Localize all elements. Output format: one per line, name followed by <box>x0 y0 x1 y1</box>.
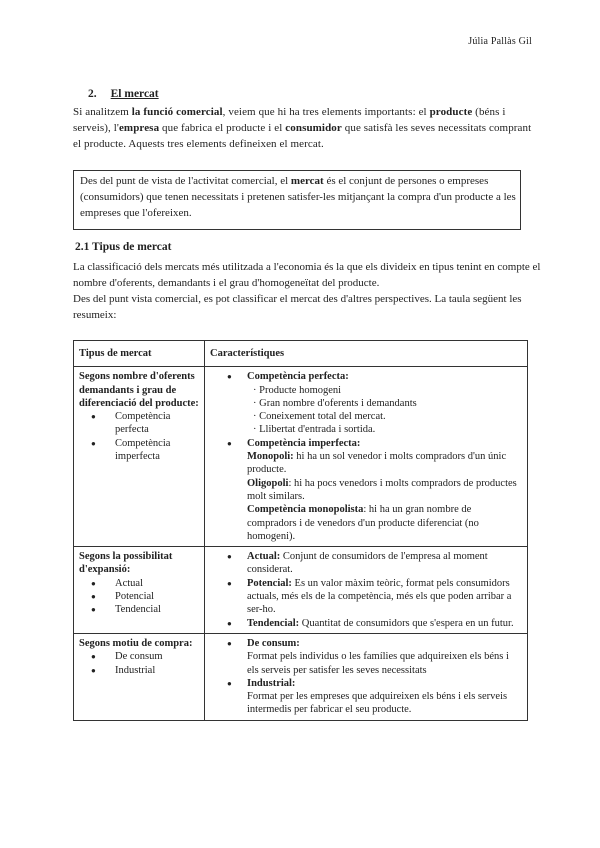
subsection-paragraph-2: Des del punt vista comercial, es pot classificar el mercat des d'altres perspectives. La taula següent les resumeix: <box>73 293 522 321</box>
list-item: ● Tendencial: Quantitat de consumidors que s'espera en un futur. <box>210 617 522 630</box>
subsection-paragraph-1: La classificació dels mercats més utilitzada a l'economia és la que els divideix en tipus tenint en compte el nombre d'oferents, demandants i el grau d'homogeneïtat del producte. <box>73 261 541 289</box>
list-item: ● Competència perfecta: · Producte homogeni · Gran nombre d'oferents i demandants · Coneixement total del mercat. · Llibertat d'entrada i sortida. <box>210 370 522 436</box>
section-title: El mercat <box>110 88 159 100</box>
intro-paragraph: Si analitzem la funció comercial, veiem que hi ha tres elements importants: el producte (béns i serveis), l'empresa que fabrica el producte i el consumidor que satisfà les seves necessitats comprant el producte. Aquests tres elements defineixen el mercat. <box>73 106 532 150</box>
table-row <box>74 367 528 547</box>
row-title: Segons la possibilitat d'expansió: <box>79 551 173 576</box>
section-number: 2. <box>88 88 97 100</box>
table-row <box>74 633 528 720</box>
row-characteristics-cell <box>205 547 528 634</box>
table-header-row <box>74 341 528 367</box>
list-item: ● Competència imperfecta: Monopoli: hi ha un sol venedor i molts compradors d'un únic producte. Oligopoli: hi ha pocs venedors i molts compradors de productes molt similars. Competència monopolista: hi ha un gran nombre de compradors i de venedors d'un producte diferenciat (no homogeni). <box>210 437 522 543</box>
table-row <box>74 547 528 634</box>
subsection-text <box>73 259 543 323</box>
definition-box: Des del punt de vista de l'activitat comercial, el mercat és el conjunt de persones o empreses (consumidors) que tenen necessitats i pretenen satisfer-les mitjançant la compra d'un producte a les empreses que l'ofereixen. <box>73 170 521 230</box>
list-item: ● Actual: Conjunt de consumidors de l'empresa al moment considerat. <box>210 550 522 577</box>
list-item: ● Potencial <box>79 590 199 603</box>
subsection-title: 2.1 Tipus de mercat <box>75 241 172 253</box>
list-item: ● Industrial <box>79 664 199 677</box>
row-type-cell <box>74 367 205 547</box>
author-name: Júlia Pallàs Gil <box>468 36 532 47</box>
row-type-cell <box>74 547 205 634</box>
list-item: ● Tendencial <box>79 603 199 616</box>
row-title: Segons motiu de compra: <box>79 637 193 649</box>
list-item: ● De consum: Format pels individus o les famílies que adquireixen els béns i els serveis per satisfer les seves necessitats <box>210 637 522 677</box>
row-characteristics-cell <box>205 633 528 720</box>
section-heading <box>88 88 159 100</box>
row-characteristics-cell <box>205 367 528 547</box>
list-item: ● Potencial: Es un valor màxim teòric, format pels consumidors actuals, més els de la competència, més els que poden arribar a ser-ho. <box>210 577 522 617</box>
header-cell-type: Tipus de mercat <box>74 341 205 367</box>
market-types-table <box>73 340 528 721</box>
list-item: ● Competència perfecta <box>79 410 199 437</box>
list-item: ● Actual <box>79 577 199 590</box>
list-item: ● Industrial: Format per les empreses que adquireixen els béns i els serveis intermedis per fabricar el seu producte. <box>210 677 522 717</box>
list-item: ● De consum <box>79 650 199 663</box>
row-title: Segons nombre d'oferents demandants i grau de diferenciació del producte: <box>79 371 199 409</box>
row-type-cell <box>74 633 205 720</box>
list-item: ● Competència imperfecta <box>79 437 199 464</box>
header-cell-characteristics: Característiques <box>205 341 528 367</box>
